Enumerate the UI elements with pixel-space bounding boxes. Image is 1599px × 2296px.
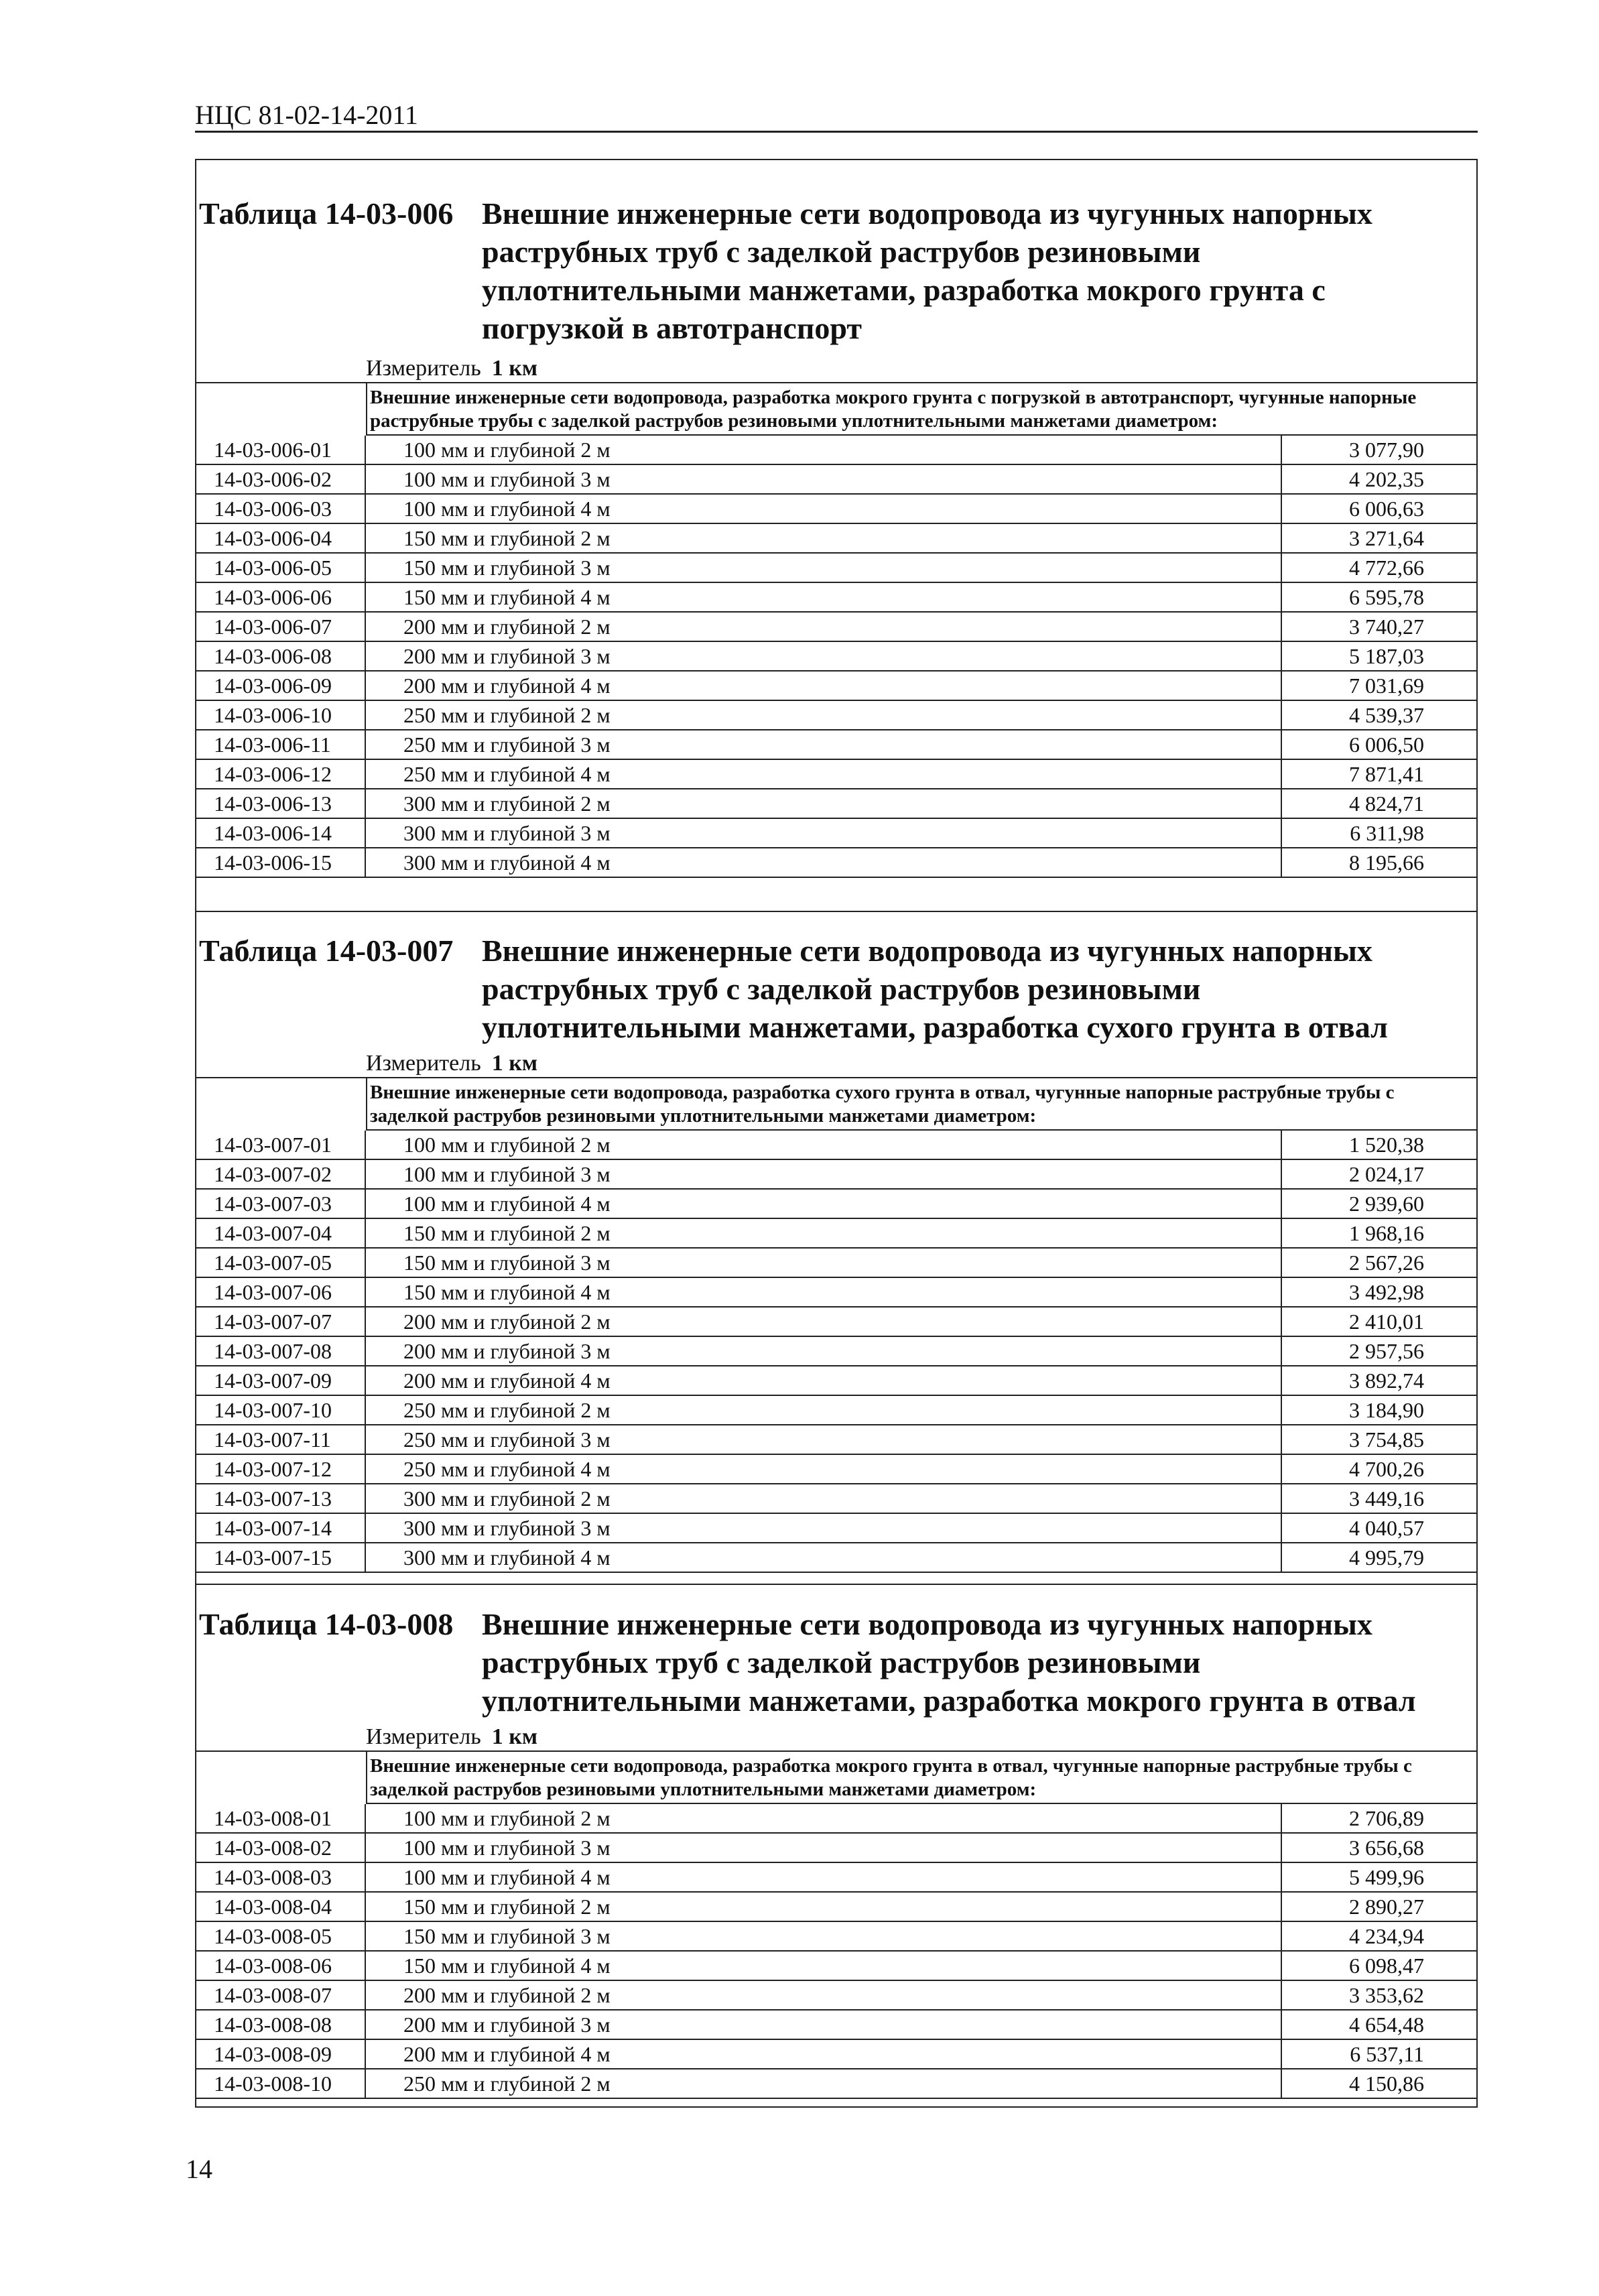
row-code: 14-03-006-13 [195, 789, 366, 818]
row-price: 2 567,26 [1349, 1251, 1424, 1275]
table-separator-line [195, 911, 1478, 912]
table-description: Внешние инженерные сети водопровода, разработка сухого грунта в отвал, чугунные напорные раструбные трубы с заделкой раструбов резиновыми уплотнительными манжетами диаметром: [366, 1078, 1478, 1131]
row-code: 14-03-008-06 [195, 1952, 366, 1980]
row-description: 150 мм и глубиной 2 м [366, 1893, 1282, 1921]
row-description: 200 мм и глубиной 4 м [366, 1366, 1282, 1395]
row-description: 150 мм и глубиной 4 м [366, 1278, 1282, 1306]
table-row [195, 1337, 1478, 1366]
row-price: 4 040,57 [1349, 1516, 1424, 1540]
row-code: 14-03-007-04 [195, 1219, 366, 1247]
header-rule [195, 131, 1478, 133]
row-description: 150 мм и глубиной 3 м [366, 1249, 1282, 1277]
meter-row [195, 1722, 1478, 1752]
table-title [195, 932, 1478, 1046]
row-code: 14-03-006-05 [195, 554, 366, 582]
row-price: 2 706,89 [1349, 1806, 1424, 1830]
table-row [195, 789, 1478, 819]
row-description: 250 мм и глубиной 2 м [366, 2069, 1282, 2098]
row-code: 14-03-007-12 [195, 1455, 366, 1483]
table-row [195, 1484, 1478, 1514]
row-description: 100 мм и глубиной 4 м [366, 1190, 1282, 1218]
table-number: Таблица 14-03-007 [199, 934, 454, 968]
table-title [195, 194, 1478, 347]
table-row [195, 1834, 1478, 1863]
table-row [195, 1893, 1478, 1922]
row-description: 300 мм и глубиной 4 м [366, 1543, 1282, 1572]
table-row [195, 495, 1478, 524]
row-code: 14-03-006-02 [195, 465, 366, 493]
meter-value: 1 км [491, 356, 537, 381]
table-row [195, 1425, 1478, 1455]
row-description: 300 мм и глубиной 4 м [366, 848, 1282, 877]
row-price: 3 754,85 [1349, 1427, 1424, 1452]
row-price: 5 499,96 [1349, 1865, 1424, 1889]
row-price: 1 520,38 [1349, 1133, 1424, 1157]
row-code: 14-03-008-08 [195, 2011, 366, 2039]
table-row [195, 1863, 1478, 1893]
row-description: 250 мм и глубиной 3 м [366, 730, 1282, 759]
meter-row [195, 1049, 1478, 1078]
table-row [195, 1514, 1478, 1543]
row-code: 14-03-008-09 [195, 2040, 366, 2068]
row-price: 1 968,16 [1349, 1221, 1424, 1245]
table-row [195, 1308, 1478, 1337]
row-price: 5 187,03 [1349, 644, 1424, 668]
row-code: 14-03-007-07 [195, 1308, 366, 1336]
row-code: 14-03-006-15 [195, 848, 366, 877]
table-rows [195, 436, 1478, 878]
table-row [195, 1219, 1478, 1249]
table-14-03-006 [195, 194, 1478, 878]
row-code: 14-03-006-11 [195, 730, 366, 759]
table-row [195, 2040, 1478, 2069]
row-price: 3 449,16 [1349, 1486, 1424, 1511]
row-code: 14-03-007-09 [195, 1366, 366, 1395]
row-price: 4 654,48 [1349, 2013, 1424, 2037]
row-description: 100 мм и глубиной 4 м [366, 495, 1282, 523]
row-code: 14-03-007-08 [195, 1337, 366, 1365]
table-row [195, 465, 1478, 495]
row-code: 14-03-008-03 [195, 1863, 366, 1891]
row-price: 4 995,79 [1349, 1545, 1424, 1570]
row-description: 200 мм и глубиной 2 м [366, 613, 1282, 641]
row-price: 7 871,41 [1349, 762, 1424, 786]
row-description: 300 мм и глубиной 3 м [366, 1514, 1282, 1542]
row-description: 200 мм и глубиной 3 м [366, 2011, 1282, 2039]
row-description: 250 мм и глубиной 2 м [366, 701, 1282, 729]
row-description: 250 мм и глубиной 4 м [366, 760, 1282, 788]
row-description: 150 мм и глубиной 4 м [366, 1952, 1282, 1980]
row-description: 100 мм и глубиной 3 м [366, 465, 1282, 493]
page-number: 14 [186, 2154, 212, 2184]
row-price: 6 595,78 [1349, 585, 1424, 609]
table-row [195, 760, 1478, 789]
row-code: 14-03-006-14 [195, 819, 366, 847]
row-description: 150 мм и глубиной 2 м [366, 1219, 1282, 1247]
table-title-text: Внешние инженерные сети водопровода из чугунных напорных раструбных труб с заделкой раструбов резиновыми уплотнительными манжетами, разработка мокрого грунта в отвал [482, 1607, 1416, 1718]
document-code: НЦС 81-02-14-2011 [195, 100, 418, 130]
table-separator-line [195, 1584, 1478, 1585]
row-description: 300 мм и глубиной 2 м [366, 789, 1282, 818]
row-description: 100 мм и глубиной 2 м [366, 436, 1282, 464]
row-price: 2 024,17 [1349, 1162, 1424, 1186]
row-price: 3 184,90 [1349, 1398, 1424, 1422]
meter-label: Измеритель [366, 356, 481, 381]
table-row [195, 672, 1478, 701]
table-rows [195, 1131, 1478, 1573]
row-price: 2 957,56 [1349, 1339, 1424, 1363]
row-price: 3 271,64 [1349, 526, 1424, 550]
row-code: 14-03-007-05 [195, 1249, 366, 1277]
table-row [195, 554, 1478, 583]
row-description: 150 мм и глубиной 3 м [366, 1922, 1282, 1950]
row-description: 200 мм и глубиной 2 м [366, 1308, 1282, 1336]
table-row [195, 848, 1478, 878]
row-price: 4 539,37 [1349, 703, 1424, 727]
row-description: 200 мм и глубиной 4 м [366, 672, 1282, 700]
row-description: 150 мм и глубиной 2 м [366, 524, 1282, 552]
row-description: 250 мм и глубиной 4 м [366, 1455, 1282, 1483]
row-description: 150 мм и глубиной 4 м [366, 583, 1282, 611]
row-code: 14-03-008-07 [195, 1981, 366, 2009]
table-row [195, 1952, 1478, 1981]
table-row [195, 819, 1478, 848]
row-description: 250 мм и глубиной 3 м [366, 1425, 1282, 1454]
row-code: 14-03-007-01 [195, 1131, 366, 1159]
row-description: 100 мм и глубиной 3 м [366, 1160, 1282, 1188]
row-price: 3 892,74 [1349, 1368, 1424, 1393]
row-code: 14-03-008-01 [195, 1804, 366, 1832]
row-price: 4 202,35 [1349, 467, 1424, 491]
row-code: 14-03-006-10 [195, 701, 366, 729]
row-price: 8 195,66 [1349, 850, 1424, 875]
row-description: 250 мм и глубиной 2 м [366, 1396, 1282, 1424]
row-code: 14-03-006-03 [195, 495, 366, 523]
row-price: 6 006,50 [1349, 732, 1424, 757]
table-description: Внешние инженерные сети водопровода, разработка мокрого грунта с погрузкой в автотранспорт, чугунные напорные раструбные трубы с заделкой раструбов резиновыми уплотнительными манжетами диаметром: [366, 383, 1478, 436]
row-description: 100 мм и глубиной 4 м [366, 1863, 1282, 1891]
row-price: 2 939,60 [1349, 1192, 1424, 1216]
table-title-text: Внешние инженерные сети водопровода из чугунных напорных раструбных труб с заделкой раструбов резиновыми уплотнительными манжетами, разработка мокрого грунта с погрузкой в автотранспорт [482, 196, 1372, 345]
row-description: 300 мм и глубиной 3 м [366, 819, 1282, 847]
row-price: 2 410,01 [1349, 1310, 1424, 1334]
table-number: Таблица 14-03-008 [199, 1607, 454, 1641]
table-title-text: Внешние инженерные сети водопровода из чугунных напорных раструбных труб с заделкой раструбов резиновыми уплотнительными манжетами, разработка сухого грунта в отвал [482, 934, 1388, 1044]
row-price: 3 492,98 [1349, 1280, 1424, 1304]
row-price: 3 077,90 [1349, 438, 1424, 462]
table-row [195, 701, 1478, 730]
row-description: 100 мм и глубиной 3 м [366, 1834, 1282, 1862]
row-description: 300 мм и глубиной 2 м [366, 1484, 1282, 1513]
meter-label: Измеритель [366, 1051, 481, 1076]
table-row [195, 1922, 1478, 1952]
meter-label: Измеритель [366, 1724, 481, 1749]
row-price: 6 537,11 [1350, 2042, 1424, 2066]
table-row [195, 642, 1478, 672]
row-description: 200 мм и глубиной 2 м [366, 1981, 1282, 2009]
table-number: Таблица 14-03-006 [199, 196, 454, 231]
row-code: 14-03-007-06 [195, 1278, 366, 1306]
row-code: 14-03-006-06 [195, 583, 366, 611]
row-code: 14-03-006-04 [195, 524, 366, 552]
meter-value: 1 км [491, 1724, 537, 1749]
row-code: 14-03-007-15 [195, 1543, 366, 1572]
table-rows [195, 1804, 1478, 2099]
table-row [195, 2069, 1478, 2099]
row-price: 6 311,98 [1350, 821, 1424, 845]
row-description: 100 мм и глубиной 2 м [366, 1131, 1282, 1159]
row-price: 4 234,94 [1349, 1924, 1424, 1948]
row-code: 14-03-007-13 [195, 1484, 366, 1513]
row-price: 6 098,47 [1349, 1954, 1424, 1978]
row-code: 14-03-008-02 [195, 1834, 366, 1862]
row-price: 4 824,71 [1349, 791, 1424, 816]
row-price: 6 006,63 [1349, 497, 1424, 521]
row-code: 14-03-006-12 [195, 760, 366, 788]
table-row [195, 1278, 1478, 1308]
row-price: 3 353,62 [1349, 1983, 1424, 2007]
row-code: 14-03-008-05 [195, 1922, 366, 1950]
row-price: 4 772,66 [1349, 556, 1424, 580]
row-price: 7 031,69 [1349, 674, 1424, 698]
table-row [195, 1366, 1478, 1396]
table-row [195, 2011, 1478, 2040]
table-row [195, 1543, 1478, 1573]
table-title [195, 1605, 1478, 1720]
meter-value: 1 км [491, 1051, 537, 1076]
table-row [195, 1131, 1478, 1160]
row-code: 14-03-007-02 [195, 1160, 366, 1188]
table-14-03-007 [195, 932, 1478, 1573]
row-description: 200 мм и глубиной 3 м [366, 1337, 1282, 1365]
table-row [195, 524, 1478, 554]
table-row [195, 1981, 1478, 2011]
row-description: 200 мм и глубиной 3 м [366, 642, 1282, 670]
row-code: 14-03-006-07 [195, 613, 366, 641]
row-price: 2 890,27 [1349, 1895, 1424, 1919]
row-price: 4 700,26 [1349, 1457, 1424, 1481]
table-row [195, 436, 1478, 465]
row-code: 14-03-007-03 [195, 1190, 366, 1218]
row-code: 14-03-006-09 [195, 672, 366, 700]
row-price: 3 656,68 [1349, 1836, 1424, 1860]
meter-row [195, 354, 1478, 383]
row-code: 14-03-006-01 [195, 436, 366, 464]
table-row [195, 1160, 1478, 1190]
table-14-03-008 [195, 1605, 1478, 2099]
row-code: 14-03-007-10 [195, 1396, 366, 1424]
row-description: 150 мм и глубиной 3 м [366, 554, 1282, 582]
row-code: 14-03-007-14 [195, 1514, 366, 1542]
row-description: 100 мм и глубиной 2 м [366, 1804, 1282, 1832]
row-code: 14-03-006-08 [195, 642, 366, 670]
table-description: Внешние инженерные сети водопровода, разработка мокрого грунта в отвал, чугунные напорные раструбные трубы с заделкой раструбов резиновыми уплотнительными манжетами диаметром: [366, 1752, 1478, 1804]
row-code: 14-03-008-10 [195, 2069, 366, 2098]
row-code: 14-03-007-11 [195, 1425, 366, 1454]
table-row [195, 1396, 1478, 1425]
table-row [195, 613, 1478, 642]
table-row [195, 1249, 1478, 1278]
row-price: 4 150,86 [1349, 2071, 1424, 2096]
row-price: 3 740,27 [1349, 615, 1424, 639]
table-row [195, 730, 1478, 760]
table-row [195, 583, 1478, 613]
table-row [195, 1804, 1478, 1834]
table-row [195, 1455, 1478, 1484]
row-code: 14-03-008-04 [195, 1893, 366, 1921]
table-row [195, 1190, 1478, 1219]
row-description: 200 мм и глубиной 4 м [366, 2040, 1282, 2068]
